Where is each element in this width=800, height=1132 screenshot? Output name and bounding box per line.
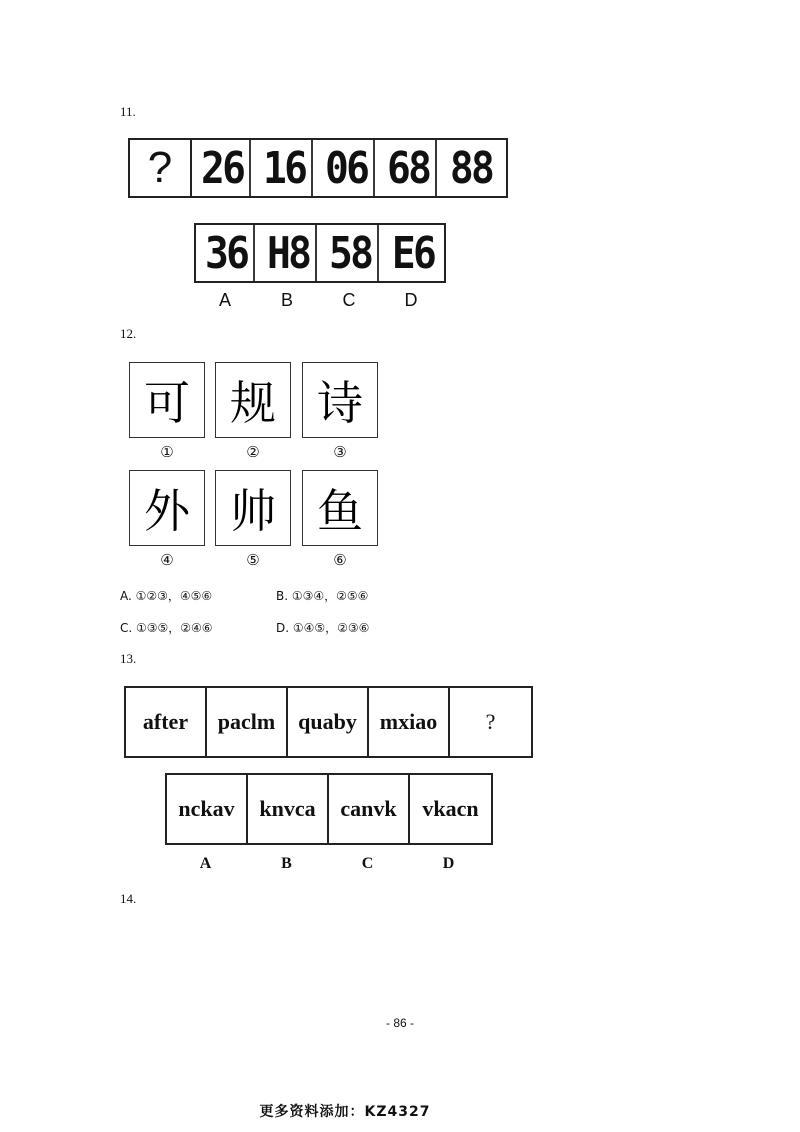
- question-13-number: 13.: [120, 651, 137, 666]
- option-label: C: [361, 855, 374, 872]
- q11-cell: 16: [257, 140, 313, 196]
- q13-option-labels: [165, 855, 489, 873]
- q11-cell: 06: [319, 140, 375, 196]
- q12-choice-a: A. ①②③，④⑤⑥: [120, 589, 213, 603]
- option-label: B: [280, 290, 293, 310]
- q12-char-1: 可: [129, 362, 205, 438]
- q12-label-1: ①: [160, 443, 174, 461]
- question-11-number: 11.: [120, 104, 136, 119]
- q11-cell: 68: [381, 140, 437, 196]
- q13-option-d: vkacn: [422, 796, 479, 821]
- q13-options-row: [165, 773, 493, 845]
- q11-option-labels: [194, 290, 442, 311]
- option-label: B: [281, 855, 292, 872]
- q12-label-3: ③: [333, 443, 347, 461]
- q11-cell: ?: [130, 140, 192, 196]
- q12-label-2: ②: [246, 443, 260, 461]
- q12-choice-b: B. ①③④，②⑤⑥: [276, 589, 369, 603]
- q13-cell: ?: [485, 709, 496, 734]
- q13-sequence-row: [124, 686, 533, 758]
- option-label: D: [442, 855, 455, 872]
- q12-choice-c: C. ①③⑤，②④⑥: [120, 621, 213, 635]
- q11-option-a: 36: [199, 225, 255, 281]
- q11-option-d: E6: [391, 227, 435, 279]
- q12-label-6: ⑥: [333, 551, 347, 569]
- q13-cell: quaby: [288, 688, 369, 756]
- q11-cell: 26: [195, 140, 251, 196]
- q13-option-c: canvk: [329, 775, 410, 843]
- q11-option-c: 58: [323, 225, 379, 281]
- q11-options-row: [194, 223, 446, 283]
- page-number: - 86 -: [385, 1016, 414, 1030]
- option-label: A: [199, 855, 212, 872]
- q13-cell: after: [126, 688, 207, 756]
- q11-option-b: H8: [261, 225, 317, 281]
- option-label: C: [342, 290, 356, 310]
- footer-note: 更多资料添加：KZ4327: [259, 1104, 431, 1120]
- option-label: D: [404, 290, 418, 310]
- q12-label-5: ⑤: [246, 551, 260, 569]
- q12-char-2: 规: [215, 362, 291, 438]
- option-label: A: [218, 290, 231, 310]
- q11-cell: 88: [449, 142, 493, 194]
- q12-label-4: ④: [160, 551, 174, 569]
- q12-choice-d: D. ①④⑤，②③⑥: [276, 621, 370, 635]
- q13-option-b: knvca: [248, 775, 329, 843]
- q13-option-a: nckav: [167, 775, 248, 843]
- q12-char-5: 帅: [215, 470, 291, 546]
- q12-char-4: 外: [129, 470, 205, 546]
- question-12-number: 12.: [120, 326, 137, 341]
- q12-char-6: 鱼: [302, 470, 378, 546]
- question-14-number: 14.: [120, 891, 137, 906]
- q11-sequence-row: [128, 138, 508, 198]
- q12-char-3: 诗: [302, 362, 378, 438]
- q13-cell: paclm: [207, 688, 288, 756]
- q13-cell: mxiao: [369, 688, 450, 756]
